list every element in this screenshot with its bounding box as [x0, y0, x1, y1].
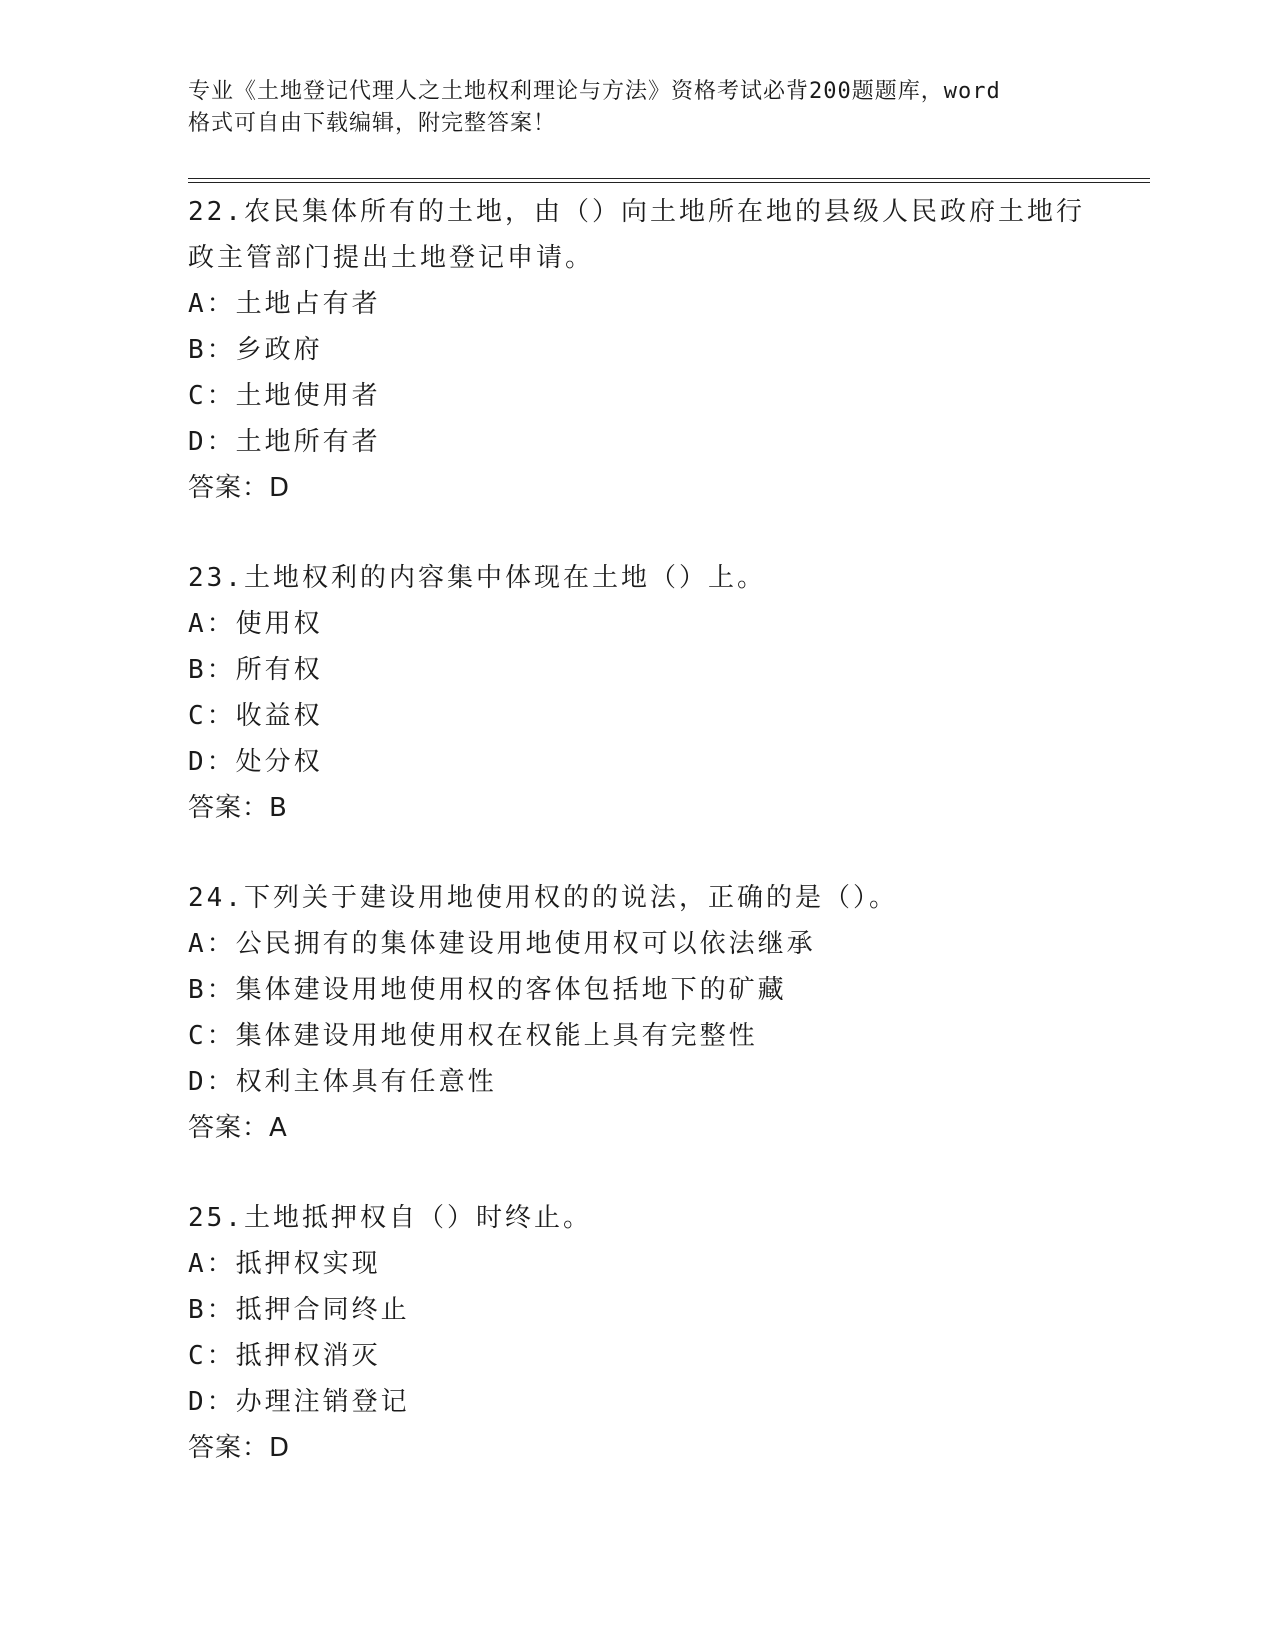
question-stem-continued: 政主管部门提出土地登记申请。 — [188, 243, 595, 273]
option-c: C：收益权 — [188, 701, 323, 731]
header-divider-top — [188, 178, 1150, 179]
option-a: A：公民拥有的集体建设用地使用权可以依法继承 — [188, 929, 816, 959]
header-line-2: 格式可自由下载编辑，附完整答案！ — [188, 111, 557, 136]
option-c: C：集体建设用地使用权在权能上具有完整性 — [188, 1021, 758, 1051]
question-22 — [188, 189, 1088, 511]
header-line-1: 专业《土地登记代理人之土地权利理论与方法》资格考试必背200题题库，word — [188, 79, 1001, 104]
question-stem: 25.土地抵押权自（）时终止。 — [188, 1203, 592, 1233]
answer: 答案：D — [188, 1433, 291, 1463]
question-spacer — [188, 511, 1088, 555]
option-b: B：所有权 — [188, 655, 323, 685]
option-d: D：权利主体具有任意性 — [188, 1067, 497, 1097]
option-b: B：乡政府 — [188, 335, 323, 365]
option-d: D：处分权 — [188, 747, 323, 777]
document-header — [188, 76, 1088, 140]
option-a: A：抵押权实现 — [188, 1249, 381, 1279]
answer: 答案：B — [188, 793, 288, 823]
option-c: C：土地使用者 — [188, 381, 381, 411]
question-spacer — [188, 831, 1088, 875]
question-24 — [188, 875, 1088, 1151]
option-d: D：土地所有者 — [188, 427, 381, 457]
question-list — [188, 189, 1088, 1471]
answer: 答案：D — [188, 473, 291, 503]
header-divider-bottom — [188, 182, 1150, 183]
question-spacer — [188, 1151, 1088, 1195]
answer: 答案：A — [188, 1113, 288, 1143]
option-c: C：抵押权消灭 — [188, 1341, 381, 1371]
option-b: B：抵押合同终止 — [188, 1295, 410, 1325]
option-d: D：办理注销登记 — [188, 1387, 410, 1417]
question-stem: 24.下列关于建设用地使用权的的说法，正确的是（）。 — [188, 883, 898, 913]
question-stem: 23.土地权利的内容集中体现在土地（）上。 — [188, 563, 766, 593]
question-23 — [188, 555, 1088, 831]
option-b: B：集体建设用地使用权的客体包括地下的矿藏 — [188, 975, 787, 1005]
option-a: A：土地占有者 — [188, 289, 381, 319]
question-25 — [188, 1195, 1088, 1471]
option-a: A：使用权 — [188, 609, 323, 639]
question-stem: 22.农民集体所有的土地，由（）向土地所在地的县级人民政府土地行 — [188, 197, 1085, 227]
